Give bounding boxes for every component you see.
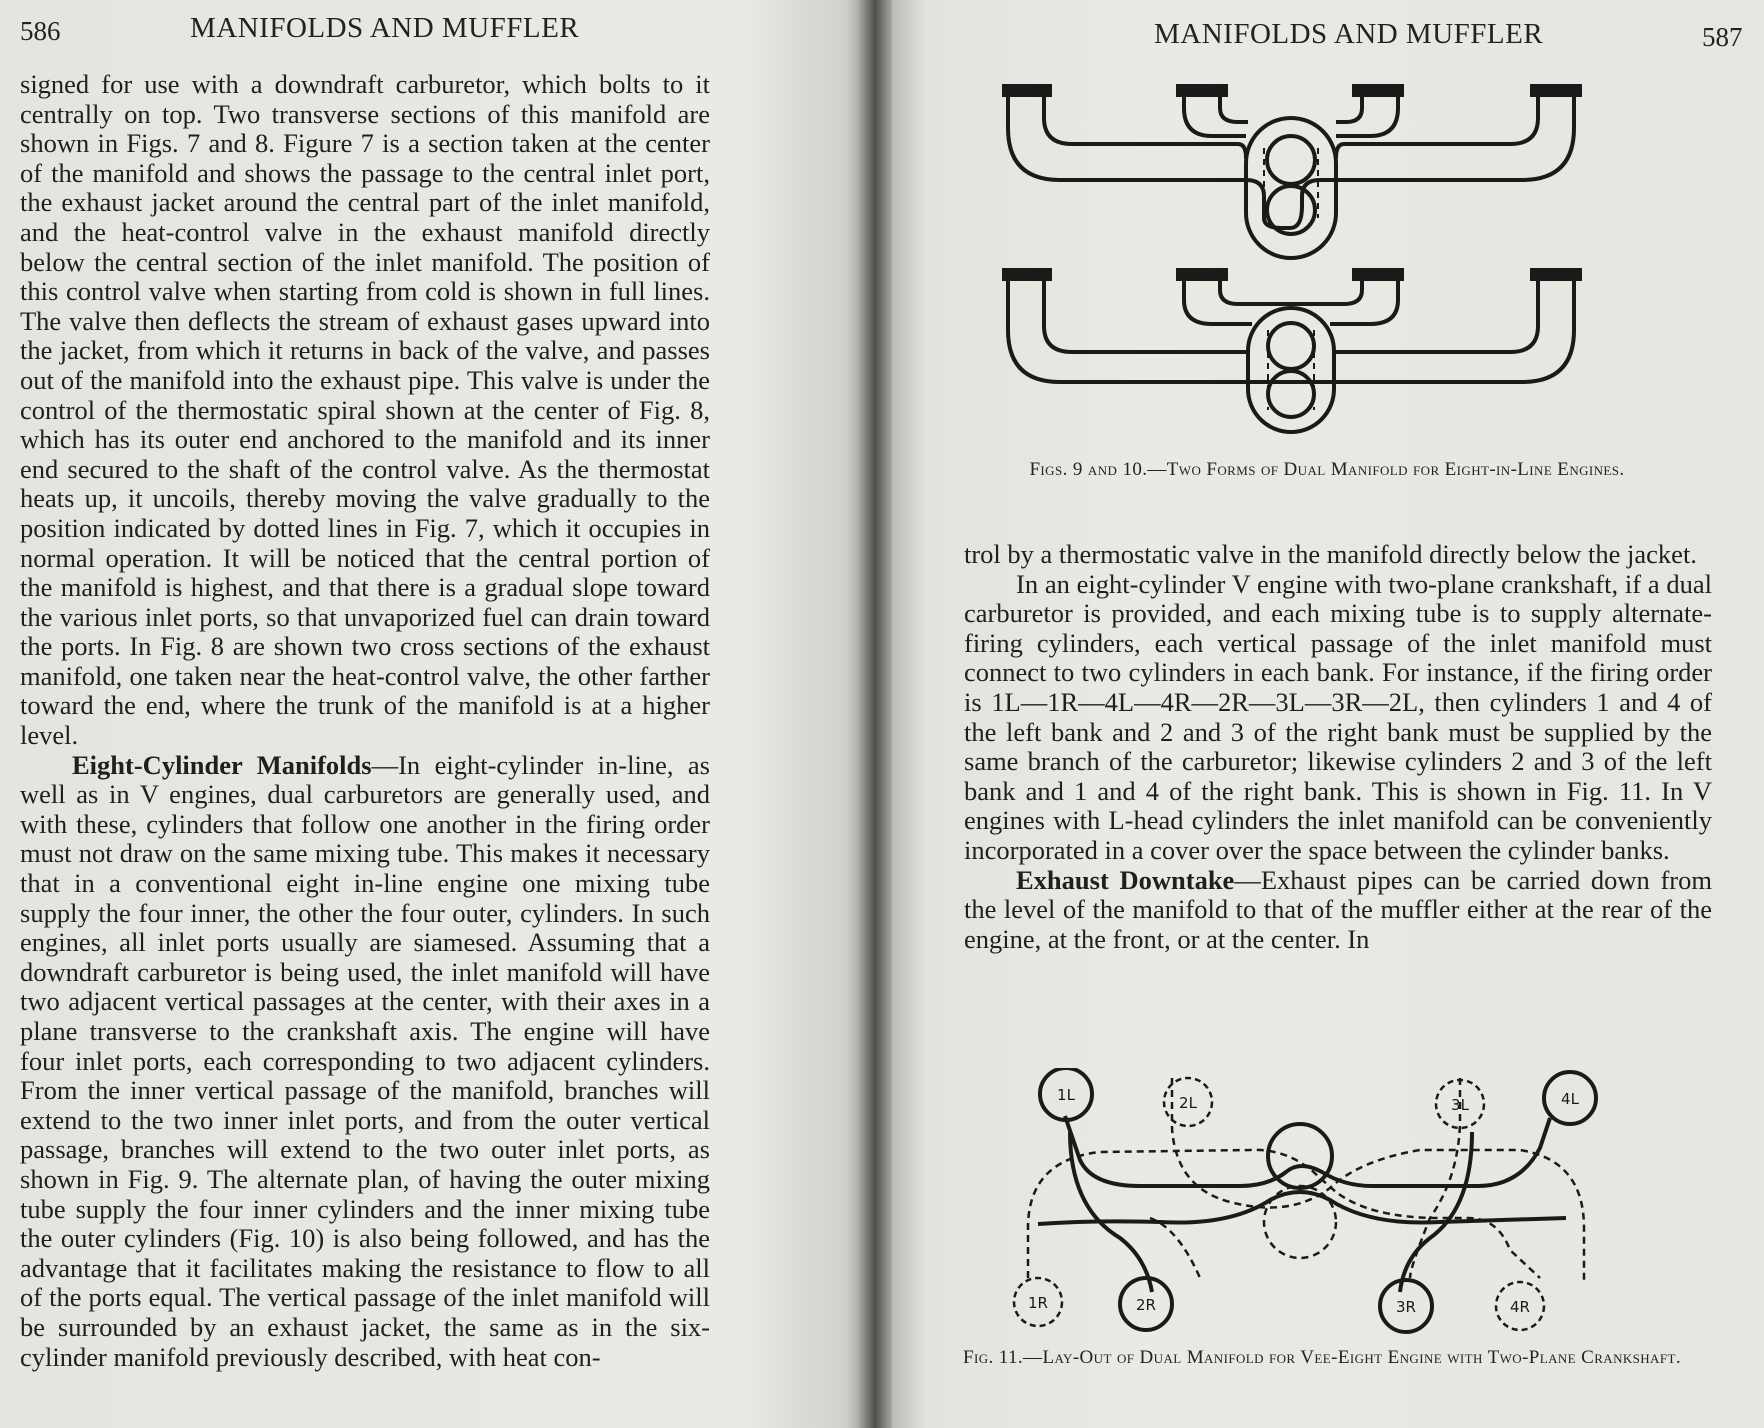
right-paragraph-3 xyxy=(964,866,1712,955)
fig-9-manifold xyxy=(1002,86,1580,258)
label-2L: 2L xyxy=(1179,1094,1197,1112)
label-3R: 3R xyxy=(1396,1298,1416,1316)
right-paragraph-1: trol by a thermostatic valve in the manifold directly below the jacket. xyxy=(964,539,1697,569)
left-page xyxy=(0,0,872,1428)
fig-11-solid-port xyxy=(1268,1124,1332,1188)
label-1L: 1L xyxy=(1057,1086,1075,1104)
running-head-left: MANIFOLDS AND MUFFLER xyxy=(190,12,580,44)
label-4R: 4R xyxy=(1510,1298,1530,1316)
label-2R: 2R xyxy=(1136,1296,1156,1314)
label-4L: 4L xyxy=(1561,1090,1579,1108)
left-paragraph-1: signed for use with a downdraft carburetor, which bolts to it centrally on top. Two transverse sections of this manifold are shown in Figs. 7 and 8. Figure 7 is a section taken at the center of the manifold and shows the passage to the central inlet port, the exhaust jacket around the central part of the inlet manifold, and the heat-control valve in the exhaust manifold directly below the central section of the inlet manifold. The position of this control valve when starting from cold is shown in full lines. The valve then deflects the stream of exhaust gases upward into the jacket, from which it returns in back of the valve, and passes out of the manifold into the exhaust pipe. This valve is under the control of the thermostatic spiral shown at the center of Fig. 8, which has its outer end anchored to the manifold and its inner end secured to the shaft of the control valve. As the thermostat heats up, it uncoils, thereby moving the valve gradually to the position indicated by dotted lines in Fig. 7, which it occupies in normal operation. It will be noticed that the central portion of the manifold is highest, and that there is a gradual slope toward the various inlet ports, so that unvaporized fuel can drain toward the ports. In Fig. 8 are shown two cross sections of the exhaust manifold, one taken near the heat-control valve, the other farther toward the end, where the trunk of the manifold is at a higher level. xyxy=(20,69,710,751)
right-body-text xyxy=(964,540,1712,954)
running-head-right: MANIFOLDS AND MUFFLER xyxy=(1154,18,1544,50)
page-number-right: 587 xyxy=(1702,22,1743,52)
page-number-left: 586 xyxy=(20,16,61,46)
left-paragraph-2-text: —In eight-cylinder in-line, as well as in V engines, dual carburetors are generally used, and with these, cylinders that follow one another in the firing order must not draw on the same mixing tube. This makes it necessary that in a conventional eight in-line engine one mixing tube supply the four inner, the other the four outer, cylinders. In such engines, all inlet ports usually are siamesed. Assuming that a downdraft carburetor is being used, the inlet manifold will have two adjacent vertical passages at the center, with their axes in a plane transverse to the crankshaft axis. The engine will have four inlet ports, each corresponding to two adjacent cylinders. From the inner vertical passage of the manifold, branches will extend to the two inner inlet ports, and from the outer vertical passage, branches will extend to the two outer inlet ports, as shown in Fig. 9. The alternate plan, of having the outer mixing tube supply the four inner cylinders and the inner mixing tube the outer cylinders (Fig. 10) is also being followed, and has the advantage that it facilitates making the resistance to flow to all of the ports equal. The vertical passage of the inlet manifold will be surrounded by an exhaust jacket, the same as in the six-cylinder manifold previously described, with heat con- xyxy=(20,749,710,1372)
figs-9-10-diagram xyxy=(1002,78,1622,458)
right-page xyxy=(872,0,1764,1428)
right-paragraph-2: In an eight-cylinder V engine with two-plane crankshaft, if a dual carburetor is provided, and each mixing tube is to supply alternate-firing cylinders, each vertical passage of the inlet manifold must connect to two cylinders in each bank. For instance, if the firing order is 1L—1R—4L—4R—2R—3L—3R—2L, then cylinders 1 and 4 of the left bank and 2 and 3 of the right bank must be supplied by the same branch of the carburetor; likewise cylinders 2 and 3 of the left bank and 1 and 4 of the right bank. This is shown in Fig. 11. In V engines with L-head cylinders the inlet manifold can be conveniently incorporated in a cover over the space between the cylinder banks. xyxy=(964,568,1712,865)
right-paragraph-3-text: —Exhaust pipes can be carried down from the level of the manifold to that of the muffler either at the rear of the engine, at the front, or at the center. In xyxy=(964,864,1712,954)
left-paragraph-2 xyxy=(20,751,710,1372)
label-3L: 3L xyxy=(1451,1096,1469,1114)
fig-11-dashed-branch-a xyxy=(1028,1150,1540,1278)
fig-10-manifold xyxy=(1002,270,1580,432)
fig-11-solid-lower xyxy=(1070,1132,1472,1292)
left-body-text xyxy=(20,70,710,1372)
section-heading-eight-cylinder: Eight-Cylinder Manifolds xyxy=(72,749,372,780)
section-heading-exhaust-downtake: Exhaust Downtake xyxy=(1016,864,1235,895)
fig-11-diagram xyxy=(1000,1068,1610,1348)
book-gutter xyxy=(858,0,892,1428)
figs-9-10-caption: Figs. 9 and 10.—Two Forms of Dual Manifold for Eight-in-Line Engines. xyxy=(1029,459,1625,480)
fig-11-dashed-branch-b xyxy=(1172,1078,1584,1280)
fig-11-caption: Fig. 11.—Lay-Out of Dual Manifold for Vee-Eight Engine with Two-Plane Crankshaft. xyxy=(963,1347,1681,1368)
fig-11-solid-middle xyxy=(1038,1192,1566,1224)
label-1R: 1R xyxy=(1028,1294,1048,1312)
